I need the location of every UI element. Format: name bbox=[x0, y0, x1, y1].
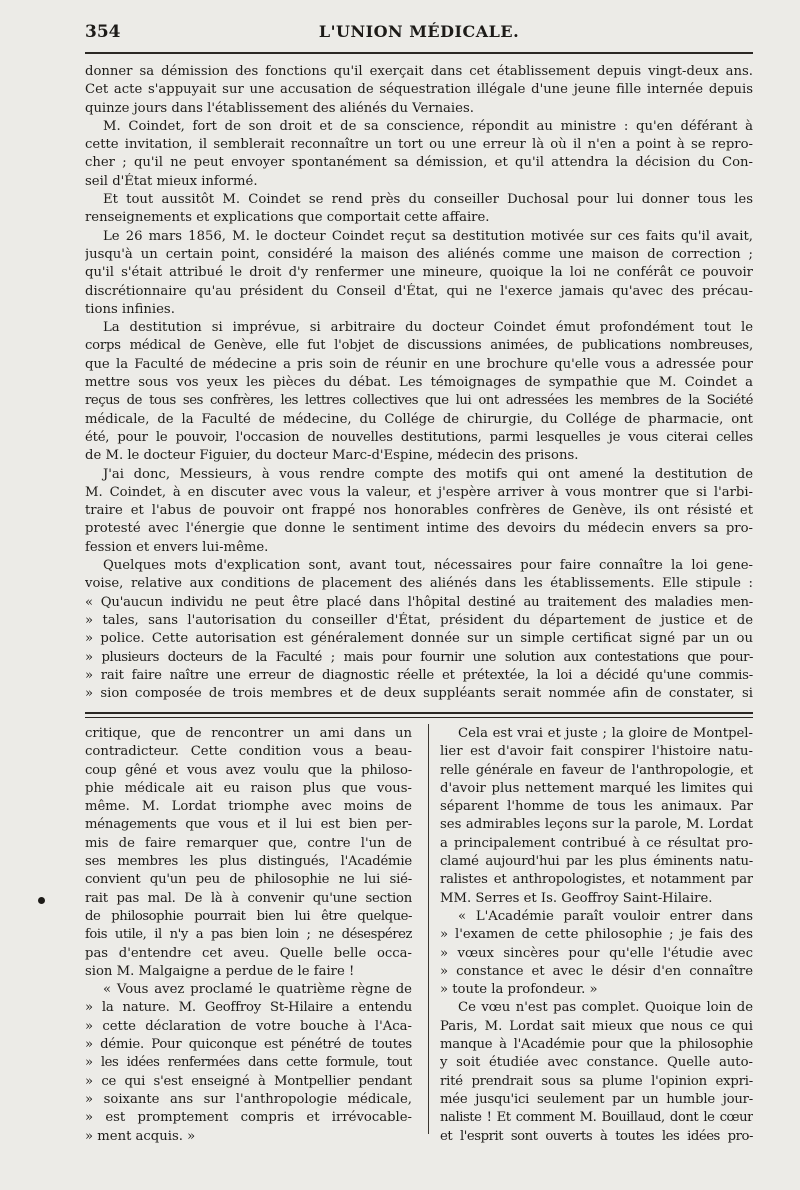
text-line: lier est d'avoir fait conspirer l'histoire natu- bbox=[440, 744, 753, 760]
text-line: J'ai donc, Messieurs, à vous rendre compte des motifs qui ont amené la destitution de bbox=[103, 466, 753, 482]
text-line: que la Faculté de médecine a pris soin de réunir en une brochure qu'elle vous a adressée pour bbox=[85, 356, 753, 372]
feuilleton-rule-thin bbox=[85, 717, 753, 718]
text-line: critique, que de rencontrer un ami dans un bbox=[85, 726, 412, 741]
text-line: tions infinies. bbox=[85, 301, 175, 317]
text-line: mis de faire remarquer que, contre l'un de bbox=[85, 835, 412, 851]
text-line: contradicteur. Cette condition vous a beau- bbox=[85, 744, 412, 760]
text-line: y soit étudiée avec constance. Quelle auto- bbox=[440, 1055, 753, 1071]
text-line: Paris, M. Lordat sait mieux que nous ce qui bbox=[440, 1018, 753, 1034]
text-line: phie médicale ait eu raison plus que vous- bbox=[85, 780, 412, 796]
text-line: ralistes et anthropologistes, et notamment par bbox=[440, 872, 753, 888]
text-line: » la nature. M. Geoffroy St-Hilaire a entendu bbox=[85, 1000, 412, 1016]
text-line: mée jusqu'ici seulement par un humble jour- bbox=[440, 1091, 753, 1107]
text-line: » plusieurs docteurs de la Faculté ; mais pour fournir une solution aux contestations que pour- bbox=[85, 649, 753, 665]
text-line: » sion composée de trois membres et de deux suppléants serait nommée afin de constater, si bbox=[85, 686, 753, 702]
text-line: La destitution si imprévue, si arbitraire du docteur Coindet émut profondément tout le bbox=[103, 320, 753, 336]
text-line: mettre sous vos yeux les pièces du débat. Les témoignages de sympathie que M. Coindet a bbox=[85, 375, 753, 391]
text-line: ménagements que vous et il lui est bien per- bbox=[85, 817, 412, 833]
ink-spot bbox=[38, 897, 45, 904]
text-line: manque à l'Académie pour que la philosophie bbox=[440, 1037, 753, 1053]
text-line: rait pas mal. De là à convenir qu'une section bbox=[85, 890, 412, 906]
text-line: » vœux sincères pour qu'elle l'étudie avec bbox=[440, 945, 753, 961]
text-line: Ce vœu n'est pas complet. Quoique loin de bbox=[458, 1000, 753, 1016]
text-line: » police. Cette autorisation est généralement donnée sur un simple certificat signé par un ou bbox=[85, 631, 753, 647]
text-line: naliste ! Et comment M. Bouillaud, dont le cœur bbox=[440, 1110, 753, 1126]
text-line: fession et envers lui-même. bbox=[85, 539, 269, 555]
text-line: coup gêné et vous avez voulu que la philoso- bbox=[85, 762, 412, 778]
text-line: sion M. Malgaigne a perdue de le faire ! bbox=[85, 963, 355, 979]
text-line: » rait faire naître une erreur de diagnostic réelle et prétextée, la loi a décidé qu'une commis- bbox=[85, 667, 753, 683]
text-line: « Qu'aucun individu ne peut être placé dans l'hôpital destiné au traitement des maladies men- bbox=[85, 594, 753, 610]
page-header bbox=[85, 22, 753, 48]
text-line: « L'Académie paraît vouloir entrer dans bbox=[458, 908, 753, 924]
text-line: » est promptement compris et irrévocable- bbox=[85, 1110, 412, 1126]
text-line: Quelques mots d'explication sont, avant tout, nécessaires pour faire connaître la loi gene- bbox=[103, 558, 753, 574]
text-line: ses membres les plus distingués, l'Académie bbox=[85, 854, 412, 870]
text-line: donner sa démission des fonctions qu'il exerçait dans cet établissement depuis vingt-deux ans. bbox=[85, 64, 753, 79]
text-line: Le 26 mars 1856, M. le docteur Coindet reçut sa destitution motivée sur ces faits qu'il avait, bbox=[103, 228, 753, 244]
page-number: 354 bbox=[85, 22, 121, 42]
text-line: seil d'État mieux informé. bbox=[85, 173, 258, 189]
text-line: Et tout aussitôt M. Coindet se rend près du conseiller Duchosal pour lui donner tous les bbox=[103, 192, 753, 208]
text-line: relle générale en faveur de l'anthropologie, et bbox=[440, 762, 753, 778]
text-line: renseignements et explications que comportait cette affaire. bbox=[85, 210, 490, 226]
text-line: et l'esprit sont ouverts à toutes les idées pro- bbox=[440, 1128, 753, 1144]
text-line: jusqu'à un certain point, considéré la maison des aliénés comme une maison de correction ; bbox=[85, 246, 753, 262]
text-line: M. Coindet, à en discuter avec vous la valeur, et j'espère arriver à vous montrer que si l'arbi- bbox=[85, 484, 753, 500]
text-line: reçus de tous ses confrères, les lettres collectives que lui ont adressées les membres de la Société bbox=[85, 393, 753, 409]
text-line: Cet acte s'appuyait sur une accusation de séquestration illégale d'une jeune fille internée depuis bbox=[85, 82, 753, 98]
text-line: quinze jours dans l'établissement des aliénés du Vernaies. bbox=[85, 100, 474, 116]
text-line: corps médical de Genève, elle fut l'objet de discussions animées, de publications nombreuses, bbox=[85, 338, 753, 354]
text-line: » constance et avec le désir d'en connaître bbox=[440, 963, 753, 979]
feuilleton-right-column bbox=[440, 725, 753, 1146]
text-line: pas d'entendre cet aveu. Quelle belle occa- bbox=[85, 945, 412, 961]
text-line: d'avoir plus nettement marqué les limites qui bbox=[440, 780, 753, 796]
text-line: fois utile, il n'y a pas bien loin ; ne désespérez bbox=[85, 927, 412, 943]
text-line: clamé aujourd'hui par les plus éminents natu- bbox=[440, 854, 753, 870]
text-line: cher ; qu'il ne peut envoyer spontanément sa démission, et qu'il attendra la décision du Con- bbox=[85, 155, 753, 171]
text-line: séparent l'homme de tous les animaux. Par bbox=[440, 799, 753, 815]
feuilleton-left-column bbox=[85, 725, 412, 1146]
text-line: qu'il s'était attribué le droit d'y renfermer une mineure, quoique la loi ne conférât ce pouvoir bbox=[85, 265, 753, 281]
text-line: » démie. Pour quiconque est pénétré de toutes bbox=[85, 1037, 412, 1053]
text-line: M. Coindet, fort de son droit et de sa conscience, répondit au ministre : qu'en déférant à bbox=[103, 118, 753, 134]
text-line: même. M. Lordat triomphe avec moins de bbox=[85, 799, 412, 815]
text-line: protesté avec l'énergie que donne le sentiment intime des devoirs du médecin envers sa pro- bbox=[85, 521, 753, 537]
text-line: de philosophie pourrait bien lui être quelque- bbox=[85, 908, 412, 924]
text-line: rité prendrait sous sa plume l'opinion expri- bbox=[440, 1073, 753, 1089]
text-line: » toute la profondeur. » bbox=[440, 982, 598, 998]
running-title: L'UNION MÉDICALE. bbox=[318, 22, 520, 41]
header-rule bbox=[85, 52, 753, 54]
text-line: a principalement contribué à ce résultat pro- bbox=[440, 835, 753, 851]
column-divider bbox=[428, 724, 429, 1134]
text-line: voise, relative aux conditions de placement des aliénés dans les établissements. Elle stipule : bbox=[85, 576, 753, 592]
text-line: médicale, de la Faculté de médecine, du Collége de chirurgie, du Collége de pharmacie, ont bbox=[85, 411, 753, 427]
text-line: » l'examen de cette philosophie ; je fais des bbox=[440, 927, 753, 943]
text-line: » ce qui s'est enseigné à Montpellier pendant bbox=[85, 1073, 412, 1089]
text-line: discrétionnaire qu'au président du Conseil d'État, qui ne l'exerce jamais qu'avec des précau- bbox=[85, 283, 753, 299]
text-line: convient qu'un peu de philosophie ne lui sié- bbox=[85, 872, 412, 888]
text-line: » ment acquis. » bbox=[85, 1128, 196, 1144]
text-line: » les idées renfermées dans cette formule, tout bbox=[85, 1055, 412, 1071]
text-line: » soixante ans sur l'anthropologie médicale, bbox=[85, 1091, 412, 1107]
text-line: « Vous avez proclamé le quatrième règne de bbox=[103, 982, 412, 998]
text-line: MM. Serres et Is. Geoffroy Saint-Hilaire. bbox=[440, 890, 713, 906]
text-line: été, pour le pouvoir, l'occasion de nouvelles destitutions, parmi lesquelles je vous citerai celles bbox=[85, 429, 753, 445]
text-line: cette invitation, il semblerait reconnaître un tort ou une erreur là où il n'en a point à se repro- bbox=[85, 137, 753, 153]
text-line: » cette déclaration de votre bouche à l'Aca- bbox=[85, 1018, 412, 1034]
text-line: Cela est vrai et juste ; la gloire de Montpel- bbox=[458, 726, 753, 741]
main-article-text bbox=[85, 63, 753, 703]
feuilleton-rule bbox=[85, 712, 753, 714]
text-line: ses admirables leçons sur la parole, M. Lordat bbox=[440, 817, 753, 833]
text-line: de M. le docteur Figuier, du docteur Marc-d'Espine, médecin des prisons. bbox=[85, 448, 579, 464]
text-line: traire et l'abus de pouvoir ont frappé nos honorables confrères de Genève, ils ont résisté et bbox=[85, 503, 753, 519]
text-line: » tales, sans l'autorisation du conseiller d'État, président du département de justice et de bbox=[85, 612, 753, 628]
